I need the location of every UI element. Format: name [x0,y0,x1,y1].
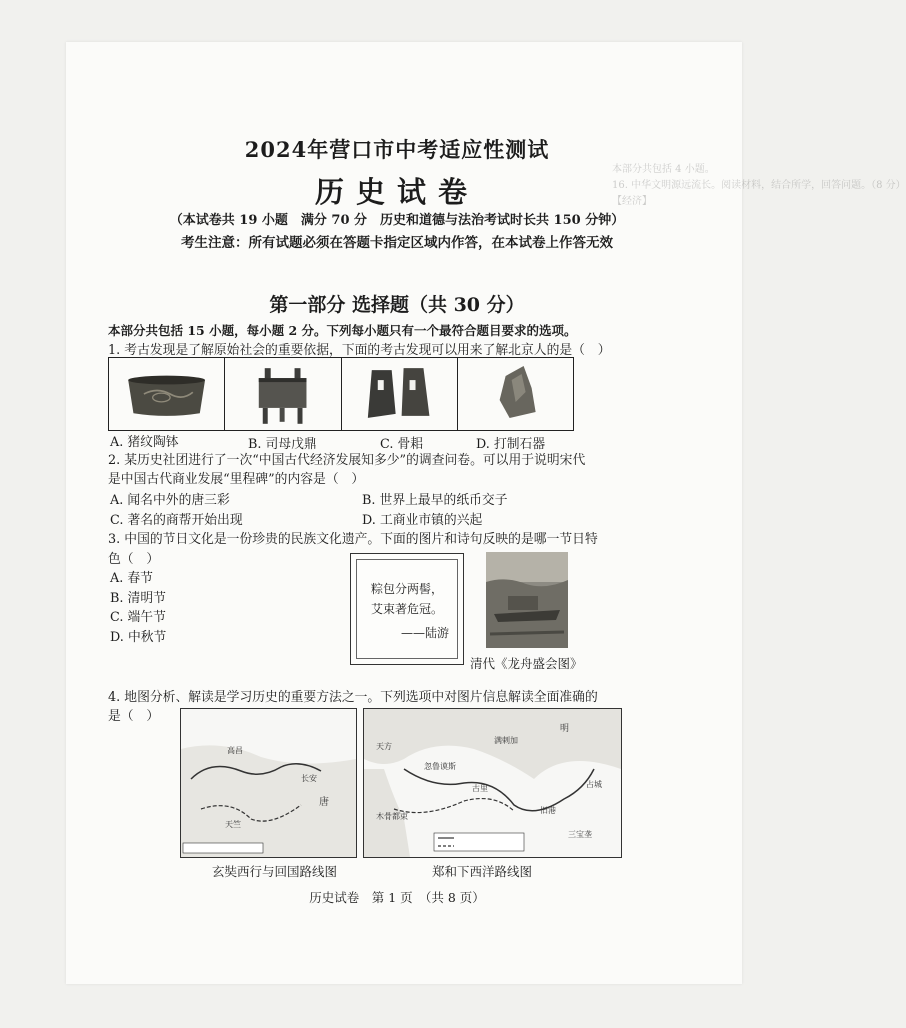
map1-label-gaochang: 高昌 [227,746,243,755]
q3-option-d: D. 中秋节 [110,630,167,645]
q3-option-a: A. 春节 [110,571,153,586]
pottery-bowl-image [109,358,225,430]
q2-option-a: A. 闻名中外的唐三彩 [110,493,230,508]
q3-stem: 3. 中国的节日文化是一份珍贵的民族文化遗产。下面的图片和诗句反映的是哪一节日特 [108,532,598,547]
exam-subject: 历史试卷 [314,175,479,209]
q2-stem-cont: 是中国古代商业发展“里程碑”的内容是（ ） [108,472,365,487]
map1-caption: 玄奘西行与回国路线图 [212,864,338,879]
bronze-ding-image [225,358,341,430]
poem-line-2: 艾束著危冠。 [370,602,443,616]
exam-meta: （本试卷共 19 小题 满分 70 分 历史和道德与法治考试时长共 150 分钟） [169,213,625,228]
q4-stem-cont: 是（ ） [108,709,160,724]
q1-image-strip [108,357,574,431]
map2-label-sanbaolong: 三宝垄 [568,830,592,839]
painting-caption: 清代《龙舟盛会图》 [470,656,583,671]
section-title: 第一部分 选择题（共 30 分） [269,294,525,316]
q2-option-c: C. 著名的商帮开始出现 [110,513,243,528]
q1-option-d: D. 打制石器 [476,437,546,452]
poem-line-1: 粽包分两髻， [370,582,443,596]
map2-label-ming: 明 [560,724,570,734]
zhenghe-route-map [363,708,622,858]
bleed-through-text: 本部分共包括 4 小题。 16. 中华文明源远流长。阅读材料，结合所学，回答问题。（8 分） 【经济】 [612,164,906,207]
page-footer: 历史试卷 第 1 页 （共 8 页） [309,890,485,905]
map1-label-changan: 长安 [301,774,317,783]
map2-label-mogadishu: 木骨都束 [376,812,408,821]
q2-option-b: B. 世界上最早的纸币交子 [362,493,508,508]
map2-label-zhancheng: 占城 [586,780,602,789]
q3-option-b: B. 清明节 [110,591,166,606]
map2-label-guli: 古里 [472,784,488,793]
poem-author: ——陆游 [400,626,449,640]
map2-label-tianfang: 天方 [376,742,392,751]
xuanzang-route-map [180,708,357,858]
q1-option-b: B. 司母戊鼎 [248,437,317,452]
exam-title: 2024年营口市中考适应性测试 [244,137,550,162]
poem-frame [350,553,464,665]
map1-label-tianzhu: 天竺 [225,820,241,829]
map2-caption: 郑和下西洋路线图 [432,864,533,879]
dragon-boat-painting [486,552,568,648]
q1-stem: 1. 考古发现是了解原始社会的重要依据，下面的考古发现可以用来了解北京人的是（ ） [108,343,611,358]
q4-stem: 4. 地图分析、解读是学习历史的重要方法之一。下列选项中对图片信息解读全面准确的 [108,690,598,705]
q2-option-d: D. 工商业市镇的兴起 [362,513,483,528]
bone-spade-image [342,358,458,430]
exam-notice: 考生注意：所有试题必须在答题卡指定区域内作答，在本试卷上作答无效 [181,235,613,251]
section-intro: 本部分共包括 15 小题，每小题 2 分。下列每小题只有一个最符合题目要求的选项。 [108,323,577,338]
map1-label-tang: 唐 [319,797,329,808]
q1-option-a: A. 猪纹陶钵 [110,435,179,450]
stone-tool-image [458,358,573,430]
q1-option-c: C. 骨耜 [380,437,424,452]
q3-option-c: C. 端午节 [110,610,166,625]
map2-label-jiugang: 旧港 [540,806,556,815]
map2-label-hormuz: 忽鲁谟斯 [424,762,456,771]
q3-stem-cont: 色（ ） [108,552,160,567]
q2-stem: 2. 某历史社团进行了一次“中国古代经济发展知多少”的调查问卷。可以用于说明宋代 [108,453,586,468]
map2-label-malacca: 满剌加 [494,736,518,745]
